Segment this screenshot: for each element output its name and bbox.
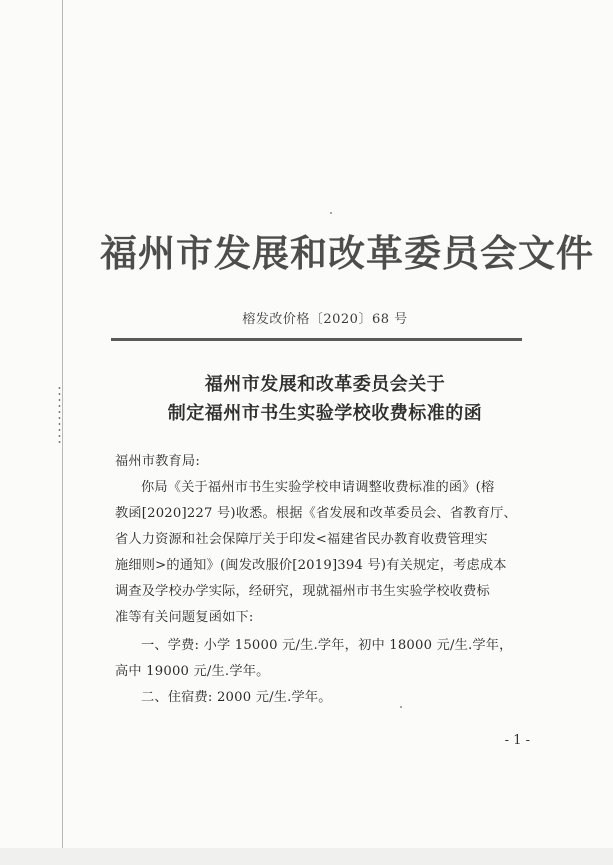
page-left-edge [62, 0, 63, 865]
scan-bottom-edge [0, 848, 613, 865]
body-line: 准等有关问题复函如下: [115, 610, 254, 625]
addressee: 福州市教育局: [115, 454, 200, 469]
body-line: 省人力资源和社会保障厅关于印发<福建省民办教育收费管理实 [115, 532, 488, 547]
document-number: 榕发改价格〔2020〕68 号 [242, 312, 408, 327]
body-line: 调查及学校办学实际，经研究，现就福州市书生实验学校收费标 [115, 584, 490, 599]
item-tuition-line-2: 高中 19000 元/生.学年。 [115, 664, 270, 679]
body-line: 你局《关于福州市书生实验学校申请调整收费标准的函》(榕 [141, 480, 495, 495]
binding-marks [58, 385, 61, 445]
body-line: 施细则>的通知》(闽发改服价[2019]394 号)有关规定，考虑成本 [115, 558, 507, 573]
document-title-line-1: 福州市发展和改革委员会关于 [204, 374, 446, 395]
document-header: 福州市发展和改革委员会文件 [100, 232, 594, 275]
scan-speck [330, 212, 332, 214]
scan-speck [400, 706, 402, 708]
header-divider [111, 338, 522, 341]
item-tuition-line-1: 一、学费: 小学 15000 元/生.学年，初中 18000 元/生.学年， [141, 638, 513, 653]
item-accommodation: 二、住宿费: 2000 元/生.学年。 [141, 690, 332, 705]
body-line: 教函[2020]227 号)收悉。根据《省发展和改革委员会、省教育厅、 [115, 506, 517, 521]
page-number: - 1 - [504, 733, 530, 748]
document-title-line-2: 制定福州市书生实验学校收费标准的函 [167, 403, 483, 424]
